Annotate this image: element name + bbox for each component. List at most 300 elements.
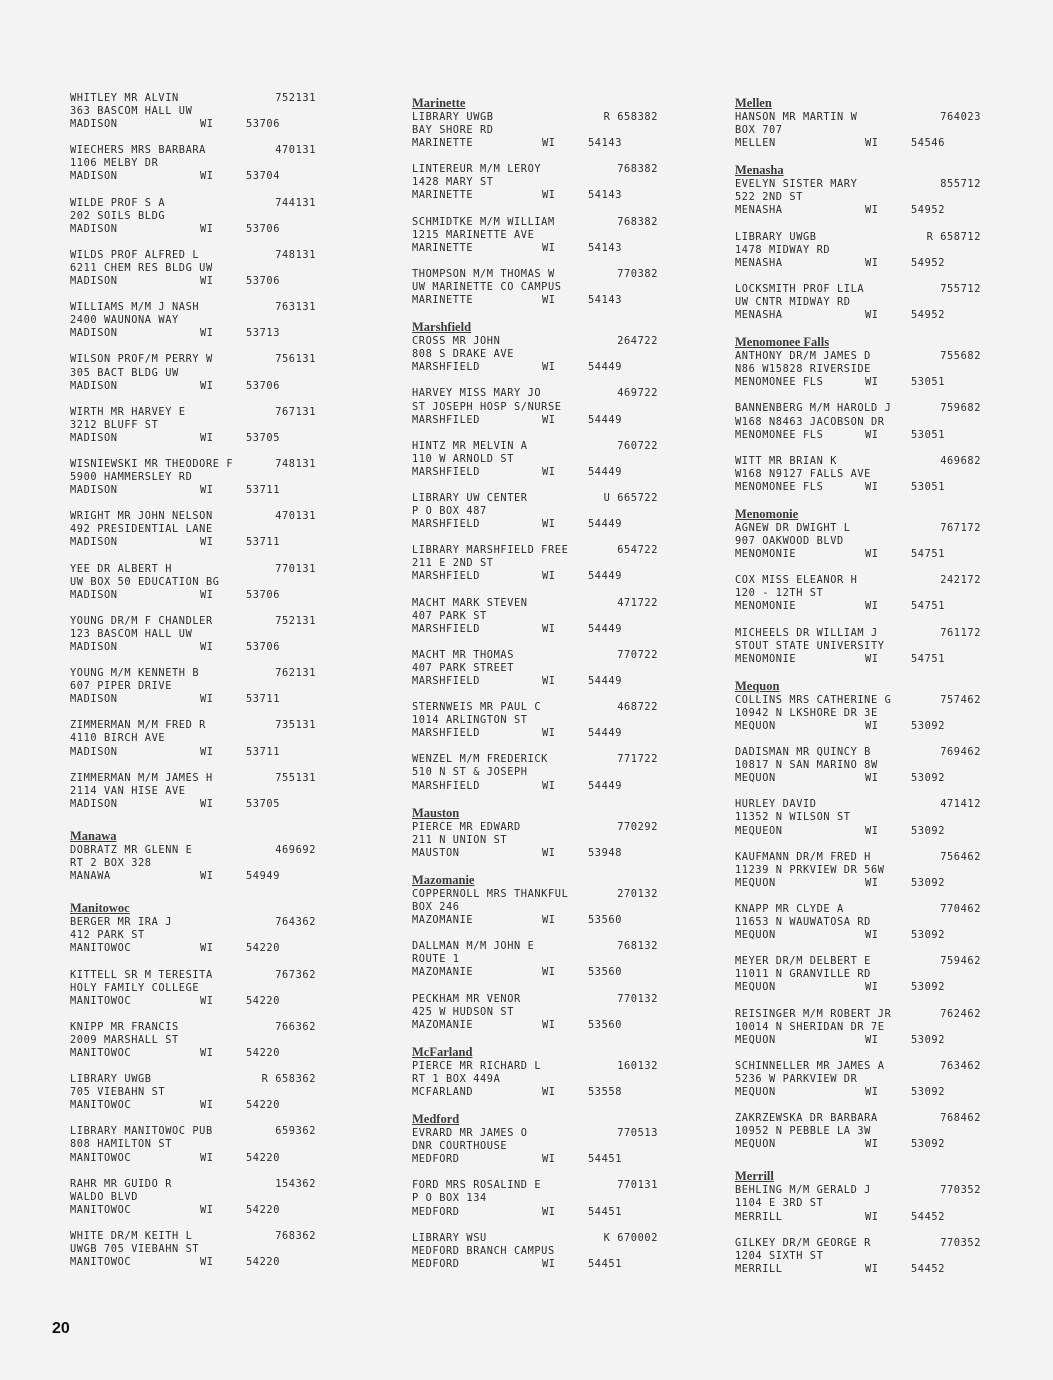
entry-city: MENASHA — [735, 204, 783, 217]
entry-state: WI — [865, 1210, 879, 1223]
entry-state: WI — [542, 570, 556, 583]
entry-zip: 54952 — [911, 204, 945, 217]
entry-address: DNR COURTHOUSE — [412, 1140, 508, 1153]
entry-state: WI — [200, 1256, 214, 1269]
entry-zip: 53051 — [911, 376, 945, 389]
entry-zip: 53560 — [588, 914, 622, 927]
entry-address: 1428 MARY ST — [412, 176, 494, 189]
entry-state: WI — [865, 1138, 879, 1151]
entry-city-line — [735, 772, 997, 785]
entry-name: HINTZ MR MELVIN A — [412, 439, 528, 452]
entry-name: KAUFMANN DR/M FRED H — [735, 850, 871, 863]
entry-code: 770292 — [617, 820, 658, 833]
entry-zip: 53948 — [588, 846, 622, 859]
entry-name: EVRARD MR JAMES O — [412, 1127, 528, 1140]
city-heading: Medford — [412, 1112, 460, 1127]
entry-name: PIERCE MR RICHARD L — [412, 1059, 542, 1072]
entry-city-line — [735, 1211, 997, 1224]
entry-code: 768362 — [275, 1229, 316, 1242]
entry-city: MADISON — [70, 327, 118, 340]
entry-city: MADISON — [70, 118, 118, 131]
entry-code: U 665722 — [603, 491, 658, 504]
entry-city: MADISON — [70, 536, 118, 549]
entry-city: MEQUON — [735, 720, 776, 732]
entry-city: MANITOWOC — [70, 994, 132, 1007]
entry-code: 748131 — [275, 248, 316, 261]
entry-address: 11239 N PRKVIEW DR 56W — [735, 863, 885, 876]
city-heading: Manitowoc — [70, 901, 130, 916]
directory-entry — [70, 249, 332, 288]
entry-name: PIERCE MR EDWARD — [412, 820, 521, 833]
entry-city-line — [412, 727, 674, 740]
entry-address: 1014 ARLINGTON ST — [412, 714, 528, 727]
entry-city: MAUSTON — [412, 846, 460, 859]
entry-code: 761172 — [940, 626, 981, 639]
entry-name: MACHT MR THOMAS — [412, 648, 514, 661]
entry-city-line — [735, 309, 997, 322]
entry-address: 1478 MIDWAY RD — [735, 243, 831, 256]
entry-state: WI — [542, 779, 556, 792]
directory-entry — [412, 111, 674, 150]
entry-code: 770132 — [617, 992, 658, 1005]
entry-code: 770513 — [617, 1127, 658, 1140]
entry-code: 735131 — [275, 719, 316, 732]
directory-entry — [412, 993, 674, 1032]
entry-address: 10817 N SAN MARINO 8W — [735, 759, 878, 772]
entry-city-line — [735, 981, 997, 994]
entry-address: 10014 N SHERIDAN DR 7E — [735, 1020, 885, 1033]
entry-city-line — [412, 189, 674, 202]
entry-name: REISINGER M/M ROBERT JR — [735, 1007, 892, 1020]
entry-name: COLLINS MRS CATHERINE G — [735, 693, 892, 706]
entry-address: P O BOX 487 — [412, 505, 487, 518]
directory-entry — [735, 746, 997, 785]
entry-city-line — [412, 675, 674, 688]
entry-city: MANITOWOC — [70, 1046, 132, 1059]
entry-city: MENOMONIE — [735, 548, 797, 561]
entry-city-line — [412, 570, 674, 583]
entry-code: R 658712 — [926, 230, 981, 243]
entry-city: MANITOWOC — [70, 1099, 132, 1112]
entry-city-line — [412, 1258, 674, 1271]
entry-name: LIBRARY UWGB — [412, 111, 494, 123]
entry-zip: 54220 — [246, 942, 280, 955]
entry-address: ST JOSEPH HOSP S/NURSE — [412, 400, 562, 413]
entry-state: WI — [200, 745, 214, 758]
entry-zip: 54452 — [911, 1210, 945, 1223]
entry-address: ROUTE 1 — [412, 953, 460, 966]
entry-code: 469692 — [275, 843, 316, 856]
directory-entry — [70, 92, 332, 131]
entry-name: WHITE DR/M KEITH L — [70, 1229, 193, 1242]
entry-zip: 53092 — [911, 824, 945, 837]
directory-entry — [735, 402, 997, 441]
entry-city-line — [412, 518, 674, 531]
entry-address: 1104 E 3RD ST — [735, 1197, 824, 1210]
entry-city: MERRILL — [735, 1262, 783, 1275]
directory-entry — [412, 888, 674, 927]
entry-city: MANITOWOC — [70, 1256, 132, 1269]
entry-city-line — [412, 914, 674, 927]
entry-city: MANAWA — [70, 870, 111, 883]
directory-entry — [412, 1127, 674, 1166]
directory-entry — [70, 667, 332, 706]
entry-state: WI — [865, 1262, 879, 1275]
entry-city: MEQUON — [735, 981, 776, 994]
entry-city: MARSHFIELD — [412, 465, 480, 478]
entry-city: MENOMONEE FLS — [735, 428, 824, 441]
entry-code: 757462 — [940, 693, 981, 706]
entry-state: WI — [865, 376, 879, 389]
entry-name: HARVEY MISS MARY JO — [412, 387, 542, 400]
entry-name: ZIMMERMAN M/M FRED R — [70, 719, 206, 732]
entry-name: WIRTH MR HARVEY E — [70, 405, 186, 418]
entry-city-line — [735, 653, 997, 666]
city-heading: Menomonee Falls — [735, 335, 830, 350]
entry-zip: 53560 — [588, 1018, 622, 1031]
entry-city: MARSHFIELD — [412, 675, 480, 687]
entry-city-line — [70, 1204, 332, 1217]
entry-code: K 670002 — [603, 1231, 658, 1244]
entry-code: 763131 — [275, 301, 316, 314]
entry-city: MADISON — [70, 484, 118, 497]
entry-address: 211 E 2ND ST — [412, 557, 494, 570]
entry-name: WILLIAMS M/M J NASH — [70, 301, 200, 314]
entry-code: 770352 — [940, 1184, 981, 1197]
entry-name: THOMPSON M/M THOMAS W — [412, 267, 555, 280]
city-heading: Merrill — [735, 1169, 774, 1184]
entry-address: N86 W15828 RIVERSIDE — [735, 363, 871, 376]
entry-city: MAZOMANIE — [412, 966, 474, 979]
entry-state: WI — [200, 1151, 214, 1164]
entry-state: WI — [200, 588, 214, 601]
entry-zip: 54449 — [588, 465, 622, 478]
entry-code: 752131 — [275, 614, 316, 627]
entry-city: MENOMONEE FLS — [735, 480, 824, 493]
entry-code: 855712 — [940, 178, 981, 191]
entry-zip: 53705 — [246, 797, 280, 810]
directory-entry — [70, 719, 332, 758]
entry-city: MEQUON — [735, 1033, 776, 1046]
directory-entry — [70, 197, 332, 236]
entry-name: LINTEREUR M/M LEROY — [412, 163, 542, 176]
entry-state: WI — [542, 727, 556, 740]
entry-code: 470131 — [275, 144, 316, 157]
entry-code: 154362 — [275, 1177, 316, 1190]
entry-code: R 658382 — [603, 111, 658, 123]
entry-city-line — [735, 137, 997, 150]
entry-state: WI — [200, 797, 214, 810]
entry-code: 771722 — [617, 753, 658, 766]
directory-entry — [412, 492, 674, 531]
entry-city-line — [70, 170, 332, 183]
entry-name: GILKEY DR/M GEORGE R — [735, 1236, 871, 1249]
entry-state: WI — [865, 1085, 879, 1098]
entry-city: MEQUON — [735, 772, 776, 785]
entry-state: WI — [200, 275, 214, 288]
city-heading: Mazomanie — [412, 872, 475, 887]
entry-state: WI — [542, 846, 556, 859]
entry-state: WI — [542, 518, 556, 531]
entry-zip: 54449 — [588, 518, 622, 531]
entry-address: 305 BACT BLDG UW — [70, 366, 179, 379]
entry-city: MENASHA — [735, 309, 783, 322]
entry-name: HANSON MR MARTIN W — [735, 111, 858, 123]
entry-code: 748131 — [275, 457, 316, 470]
entry-name: FORD MRS ROSALIND E — [412, 1179, 542, 1192]
entry-code: 768462 — [940, 1112, 981, 1125]
entry-zip: 53092 — [911, 1033, 945, 1046]
entry-address: 522 2ND ST — [735, 191, 803, 204]
entry-code: 767172 — [940, 521, 981, 534]
entry-code: 756131 — [275, 353, 316, 366]
entry-name: KITTELL SR M TERESITA — [70, 968, 213, 981]
entry-address: UWGB 705 VIEBAHN ST — [70, 1243, 200, 1255]
entry-code: 654722 — [617, 544, 658, 557]
entry-address: 11352 N WILSON ST — [735, 811, 851, 824]
entry-state: WI — [865, 548, 879, 561]
directory-entry — [735, 955, 997, 994]
directory-entry — [70, 353, 332, 392]
entry-zip: 53706 — [246, 118, 280, 131]
entry-city: MADISON — [70, 588, 118, 601]
entry-city: MARSHFIELD — [412, 622, 480, 635]
entry-zip: 54449 — [588, 570, 622, 583]
entry-name: LIBRARY UWGB — [70, 1073, 152, 1086]
entry-address: 1204 SIXTH ST — [735, 1249, 824, 1262]
entry-city-line — [70, 536, 332, 549]
entry-city: MARINETTE — [412, 189, 474, 202]
entry-zip: 53092 — [911, 929, 945, 942]
entry-address: 5900 HAMMERSLEY RD — [70, 471, 193, 484]
entry-city-line — [70, 693, 332, 706]
entry-address: 11011 N GRANVILLE RD — [735, 968, 871, 981]
entry-state: WI — [865, 428, 879, 441]
entry-city-line — [735, 204, 997, 217]
entry-state: WI — [542, 1153, 556, 1166]
entry-name: MEYER DR/M DELBERT E — [735, 955, 871, 968]
entry-city-line — [412, 780, 674, 793]
entry-code: 270132 — [617, 887, 658, 900]
entry-address: 211 N UNION ST — [412, 833, 508, 846]
entry-state: WI — [542, 1257, 556, 1270]
city-heading: Mauston — [412, 805, 460, 820]
entry-code: 770722 — [617, 648, 658, 661]
entry-code: 764362 — [275, 916, 316, 929]
entry-name: ANTHONY DR/M JAMES D — [735, 350, 871, 363]
directory-entry — [412, 216, 674, 255]
entry-address: BAY SHORE RD — [412, 124, 494, 137]
directory-entry — [412, 163, 674, 202]
directory-entry — [735, 1060, 997, 1099]
entry-name: BERGER MR IRA J — [70, 916, 172, 929]
entry-zip: 53092 — [911, 876, 945, 889]
entry-state: WI — [865, 772, 879, 785]
entry-zip: 54451 — [588, 1205, 622, 1218]
directory-entry — [735, 111, 997, 150]
entry-name: WRIGHT MR JOHN NELSON — [70, 510, 213, 523]
entry-code: 755682 — [940, 350, 981, 363]
entry-name: DALLMAN M/M JOHN E — [412, 940, 535, 953]
entry-state: WI — [865, 204, 879, 217]
entry-address: 407 PARK STREET — [412, 661, 514, 674]
page-number: 20 — [52, 1320, 70, 1337]
directory-entry — [70, 615, 332, 654]
entry-address: 510 N ST & JOSEPH — [412, 766, 528, 779]
entry-city: MANITOWOC — [70, 1203, 132, 1216]
entry-code: 264722 — [617, 335, 658, 348]
entry-city-line — [70, 995, 332, 1008]
entry-city-line — [70, 746, 332, 759]
entry-zip: 53713 — [246, 327, 280, 340]
entry-code: 759462 — [940, 955, 981, 968]
directory-entry — [735, 851, 997, 890]
entry-city-line — [735, 720, 997, 733]
entry-name: WENZEL M/M FREDERICK — [412, 753, 548, 766]
entry-code: 770131 — [275, 562, 316, 575]
directory-entry — [70, 301, 332, 340]
entry-name: KNIPP MR FRANCIS — [70, 1020, 179, 1033]
entry-name: SCHMIDTKE M/M WILLIAM — [412, 215, 555, 228]
directory-entry — [735, 455, 997, 494]
entry-city-line — [70, 275, 332, 288]
entry-state: WI — [542, 966, 556, 979]
entry-city-line — [70, 484, 332, 497]
directory-entry — [735, 1184, 997, 1223]
entry-zip: 53711 — [246, 745, 280, 758]
entry-zip: 54451 — [588, 1153, 622, 1166]
entry-state: WI — [542, 914, 556, 927]
entry-zip: 53558 — [588, 1085, 622, 1098]
directory-entry — [412, 821, 674, 860]
entry-name: LIBRARY MARSHFIELD FREE — [412, 544, 569, 557]
entry-name: COX MISS ELEANOR H — [735, 574, 858, 587]
entry-zip: 53711 — [246, 536, 280, 549]
entry-address: 705 VIEBAHN ST — [70, 1086, 166, 1099]
entry-name: LIBRARY MANITOWOC PUB — [70, 1125, 213, 1138]
entry-zip: 54220 — [246, 1256, 280, 1269]
city-heading: Menasha — [735, 163, 784, 178]
entry-city-line — [735, 429, 997, 442]
entry-zip: 54452 — [911, 1262, 945, 1275]
entry-state: WI — [542, 675, 556, 687]
entry-address: P O BOX 134 — [412, 1192, 487, 1205]
entry-code: 767131 — [275, 405, 316, 418]
entry-name: DOBRATZ MR GLENN E — [70, 843, 193, 856]
entry-city: MENASHA — [735, 256, 783, 269]
entry-city-line — [412, 242, 674, 255]
entry-address: RT 1 BOX 449A — [412, 1072, 501, 1085]
entry-city-line — [735, 376, 997, 389]
entry-name: YEE DR ALBERT H — [70, 562, 172, 575]
directory-entry — [70, 1073, 332, 1112]
entry-zip: 53711 — [246, 484, 280, 497]
entry-address: UW MARINETTE CO CAMPUS — [412, 280, 562, 293]
entry-city-line — [735, 1086, 997, 1099]
entry-name: WITT MR BRIAN K — [735, 454, 837, 467]
entry-zip: 53092 — [911, 772, 945, 785]
entry-code: 470131 — [275, 510, 316, 523]
entry-name: WILDS PROF ALFRED L — [70, 248, 200, 261]
entry-city-line — [70, 942, 332, 955]
entry-code: 762131 — [275, 667, 316, 680]
entry-city-line — [735, 481, 997, 494]
directory-column-2 — [412, 92, 674, 1284]
entry-city: MENOMONIE — [735, 600, 797, 613]
entry-state: WI — [200, 118, 214, 131]
entry-city-line — [70, 1047, 332, 1060]
entry-city: MEQUON — [735, 1085, 776, 1098]
entry-city-line — [735, 877, 997, 890]
entry-state: WI — [542, 361, 556, 374]
entry-city: MADISON — [70, 745, 118, 758]
entry-zip: 53560 — [588, 966, 622, 979]
entry-city-line — [70, 1256, 332, 1269]
entry-name: MICHEELS DR WILLIAM J — [735, 626, 878, 639]
entry-code: 469682 — [940, 454, 981, 467]
entry-address: RT 2 BOX 328 — [70, 857, 152, 870]
directory-entry — [412, 649, 674, 688]
entry-zip: 54449 — [588, 622, 622, 635]
entry-city: MEQUON — [735, 1138, 776, 1151]
entry-state: WI — [542, 465, 556, 478]
entry-code: 756462 — [940, 850, 981, 863]
entry-zip: 54952 — [911, 309, 945, 322]
city-heading: Manawa — [70, 828, 117, 843]
entry-state: WI — [542, 241, 556, 254]
entry-address: 11653 N WAUWATOSA RD — [735, 916, 871, 929]
directory-entry — [735, 522, 997, 561]
entry-zip: 53092 — [911, 981, 945, 994]
directory-entry — [70, 1178, 332, 1217]
entry-city: MADISON — [70, 641, 118, 653]
entry-city-line — [70, 870, 332, 883]
entry-city: MANITOWOC — [70, 1151, 132, 1164]
entry-city: MCFARLAND — [412, 1085, 474, 1098]
directory-entry — [735, 694, 997, 733]
entry-name: KNAPP MR CLYDE A — [735, 902, 844, 915]
entry-state: WI — [200, 641, 214, 653]
entry-zip: 54143 — [588, 241, 622, 254]
entry-name: DADISMAN MR QUINCY B — [735, 746, 871, 759]
entry-code: 468722 — [617, 701, 658, 714]
entry-name: WHITLEY MR ALVIN — [70, 92, 179, 104]
entry-address: W168 N9127 FALLS AVE — [735, 467, 871, 480]
entry-address: BOX 707 — [735, 124, 783, 137]
entry-zip: 54143 — [588, 294, 622, 307]
entry-city-line — [735, 1034, 997, 1047]
entry-zip: 54751 — [911, 652, 945, 665]
entry-name: LIBRARY UW CENTER — [412, 491, 528, 504]
entry-city-line — [412, 1153, 674, 1166]
entry-zip: 53704 — [246, 170, 280, 183]
city-heading: Menomonie — [735, 506, 799, 521]
entry-code: 763462 — [940, 1059, 981, 1072]
entry-address: UW CNTR MIDWAY RD — [735, 295, 851, 308]
entry-code: 770462 — [940, 902, 981, 915]
directory-entry — [70, 772, 332, 811]
directory-entry — [412, 440, 674, 479]
entry-name: HURLEY DAVID — [735, 798, 817, 811]
entry-name: LOCKSMITH PROF LILA — [735, 282, 865, 295]
entry-address: 110 W ARNOLD ST — [412, 452, 514, 465]
entry-city-line — [412, 1206, 674, 1219]
entry-city: MARSHFIELD — [412, 779, 480, 792]
directory-entry — [735, 350, 997, 389]
entry-city-line — [70, 798, 332, 811]
entry-city: MAZOMANIE — [412, 914, 474, 927]
entry-code: 759682 — [940, 402, 981, 415]
